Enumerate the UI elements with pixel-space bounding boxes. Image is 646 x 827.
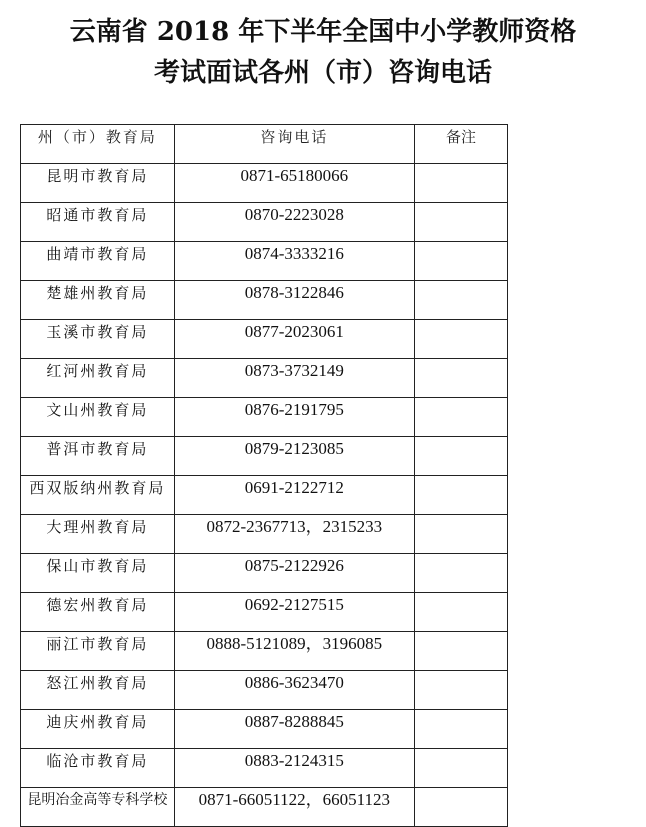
note-cell — [414, 671, 507, 710]
phone-cell: 0887-8288845 — [174, 710, 414, 749]
header-bureau: 州（市）教育局 — [21, 125, 175, 164]
bureau-cell: 楚雄州教育局 — [21, 281, 175, 320]
note-cell — [414, 281, 507, 320]
header-note: 备注 — [414, 125, 507, 164]
note-cell — [414, 359, 507, 398]
table-row — [21, 554, 508, 593]
table-row — [21, 515, 508, 554]
table-row — [21, 476, 508, 515]
phone-cell: 0874-3333216 — [174, 242, 414, 281]
bureau-cell: 临沧市教育局 — [21, 749, 175, 788]
phone-cell: 0691-2122712 — [174, 476, 414, 515]
note-cell — [414, 632, 507, 671]
table-row — [21, 242, 508, 281]
note-cell — [414, 242, 507, 281]
bureau-cell: 保山市教育局 — [21, 554, 175, 593]
phone-cell: 0875-2122926 — [174, 554, 414, 593]
bureau-cell: 德宏州教育局 — [21, 593, 175, 632]
note-cell — [414, 320, 507, 359]
table-row — [21, 359, 508, 398]
table-row — [21, 788, 508, 827]
phone-cell: 0872-2367713，2315233 — [174, 515, 414, 554]
bureau-cell: 迪庆州教育局 — [21, 710, 175, 749]
note-cell — [414, 203, 507, 242]
bureau-cell: 丽江市教育局 — [21, 632, 175, 671]
phone-cell: 0878-3122846 — [174, 281, 414, 320]
bureau-cell: 怒江州教育局 — [21, 671, 175, 710]
bureau-cell: 昆明冶金高等专科学校 — [21, 788, 175, 827]
table-row — [21, 164, 508, 203]
table-row — [21, 320, 508, 359]
header-phone: 咨询电话 — [174, 125, 414, 164]
note-cell — [414, 554, 507, 593]
phone-cell: 0883-2124315 — [174, 749, 414, 788]
note-cell — [414, 476, 507, 515]
table-row — [21, 203, 508, 242]
bureau-cell: 大理州教育局 — [21, 515, 175, 554]
phone-cell: 0870-2223028 — [174, 203, 414, 242]
table-row — [21, 281, 508, 320]
document-title-line-1: 云南省 2018 年下半年全国中小学教师资格 — [69, 17, 577, 47]
note-cell — [414, 788, 507, 827]
contact-table — [20, 124, 508, 827]
phone-cell: 0871-66051122，66051123 — [174, 788, 414, 827]
phone-cell: 0886-3623470 — [174, 671, 414, 710]
table-row — [21, 398, 508, 437]
note-cell — [414, 398, 507, 437]
bureau-cell: 玉溪市教育局 — [21, 320, 175, 359]
phone-cell: 0873-3732149 — [174, 359, 414, 398]
bureau-cell: 西双版纳州教育局 — [21, 476, 175, 515]
document-title-line-2: 考试面试各州（市）咨询电话 — [153, 58, 492, 88]
bureau-cell: 昆明市教育局 — [21, 164, 175, 203]
phone-cell: 0888-5121089，3196085 — [174, 632, 414, 671]
table-row — [21, 710, 508, 749]
phone-cell: 0877-2023061 — [174, 320, 414, 359]
phone-cell: 0876-2191795 — [174, 398, 414, 437]
bureau-cell: 昭通市教育局 — [21, 203, 175, 242]
table-row — [21, 749, 508, 788]
note-cell — [414, 437, 507, 476]
bureau-cell: 曲靖市教育局 — [21, 242, 175, 281]
note-cell — [414, 164, 507, 203]
phone-cell: 0871-65180066 — [174, 164, 414, 203]
table-row — [21, 437, 508, 476]
phone-cell: 0692-2127515 — [174, 593, 414, 632]
table-row — [21, 632, 508, 671]
bureau-cell: 普洱市教育局 — [21, 437, 175, 476]
table-row — [21, 671, 508, 710]
table-row — [21, 593, 508, 632]
note-cell — [414, 749, 507, 788]
phone-cell: 0879-2123085 — [174, 437, 414, 476]
table-header-row — [21, 125, 508, 164]
note-cell — [414, 515, 507, 554]
note-cell — [414, 593, 507, 632]
note-cell — [414, 710, 507, 749]
bureau-cell: 文山州教育局 — [21, 398, 175, 437]
bureau-cell: 红河州教育局 — [21, 359, 175, 398]
